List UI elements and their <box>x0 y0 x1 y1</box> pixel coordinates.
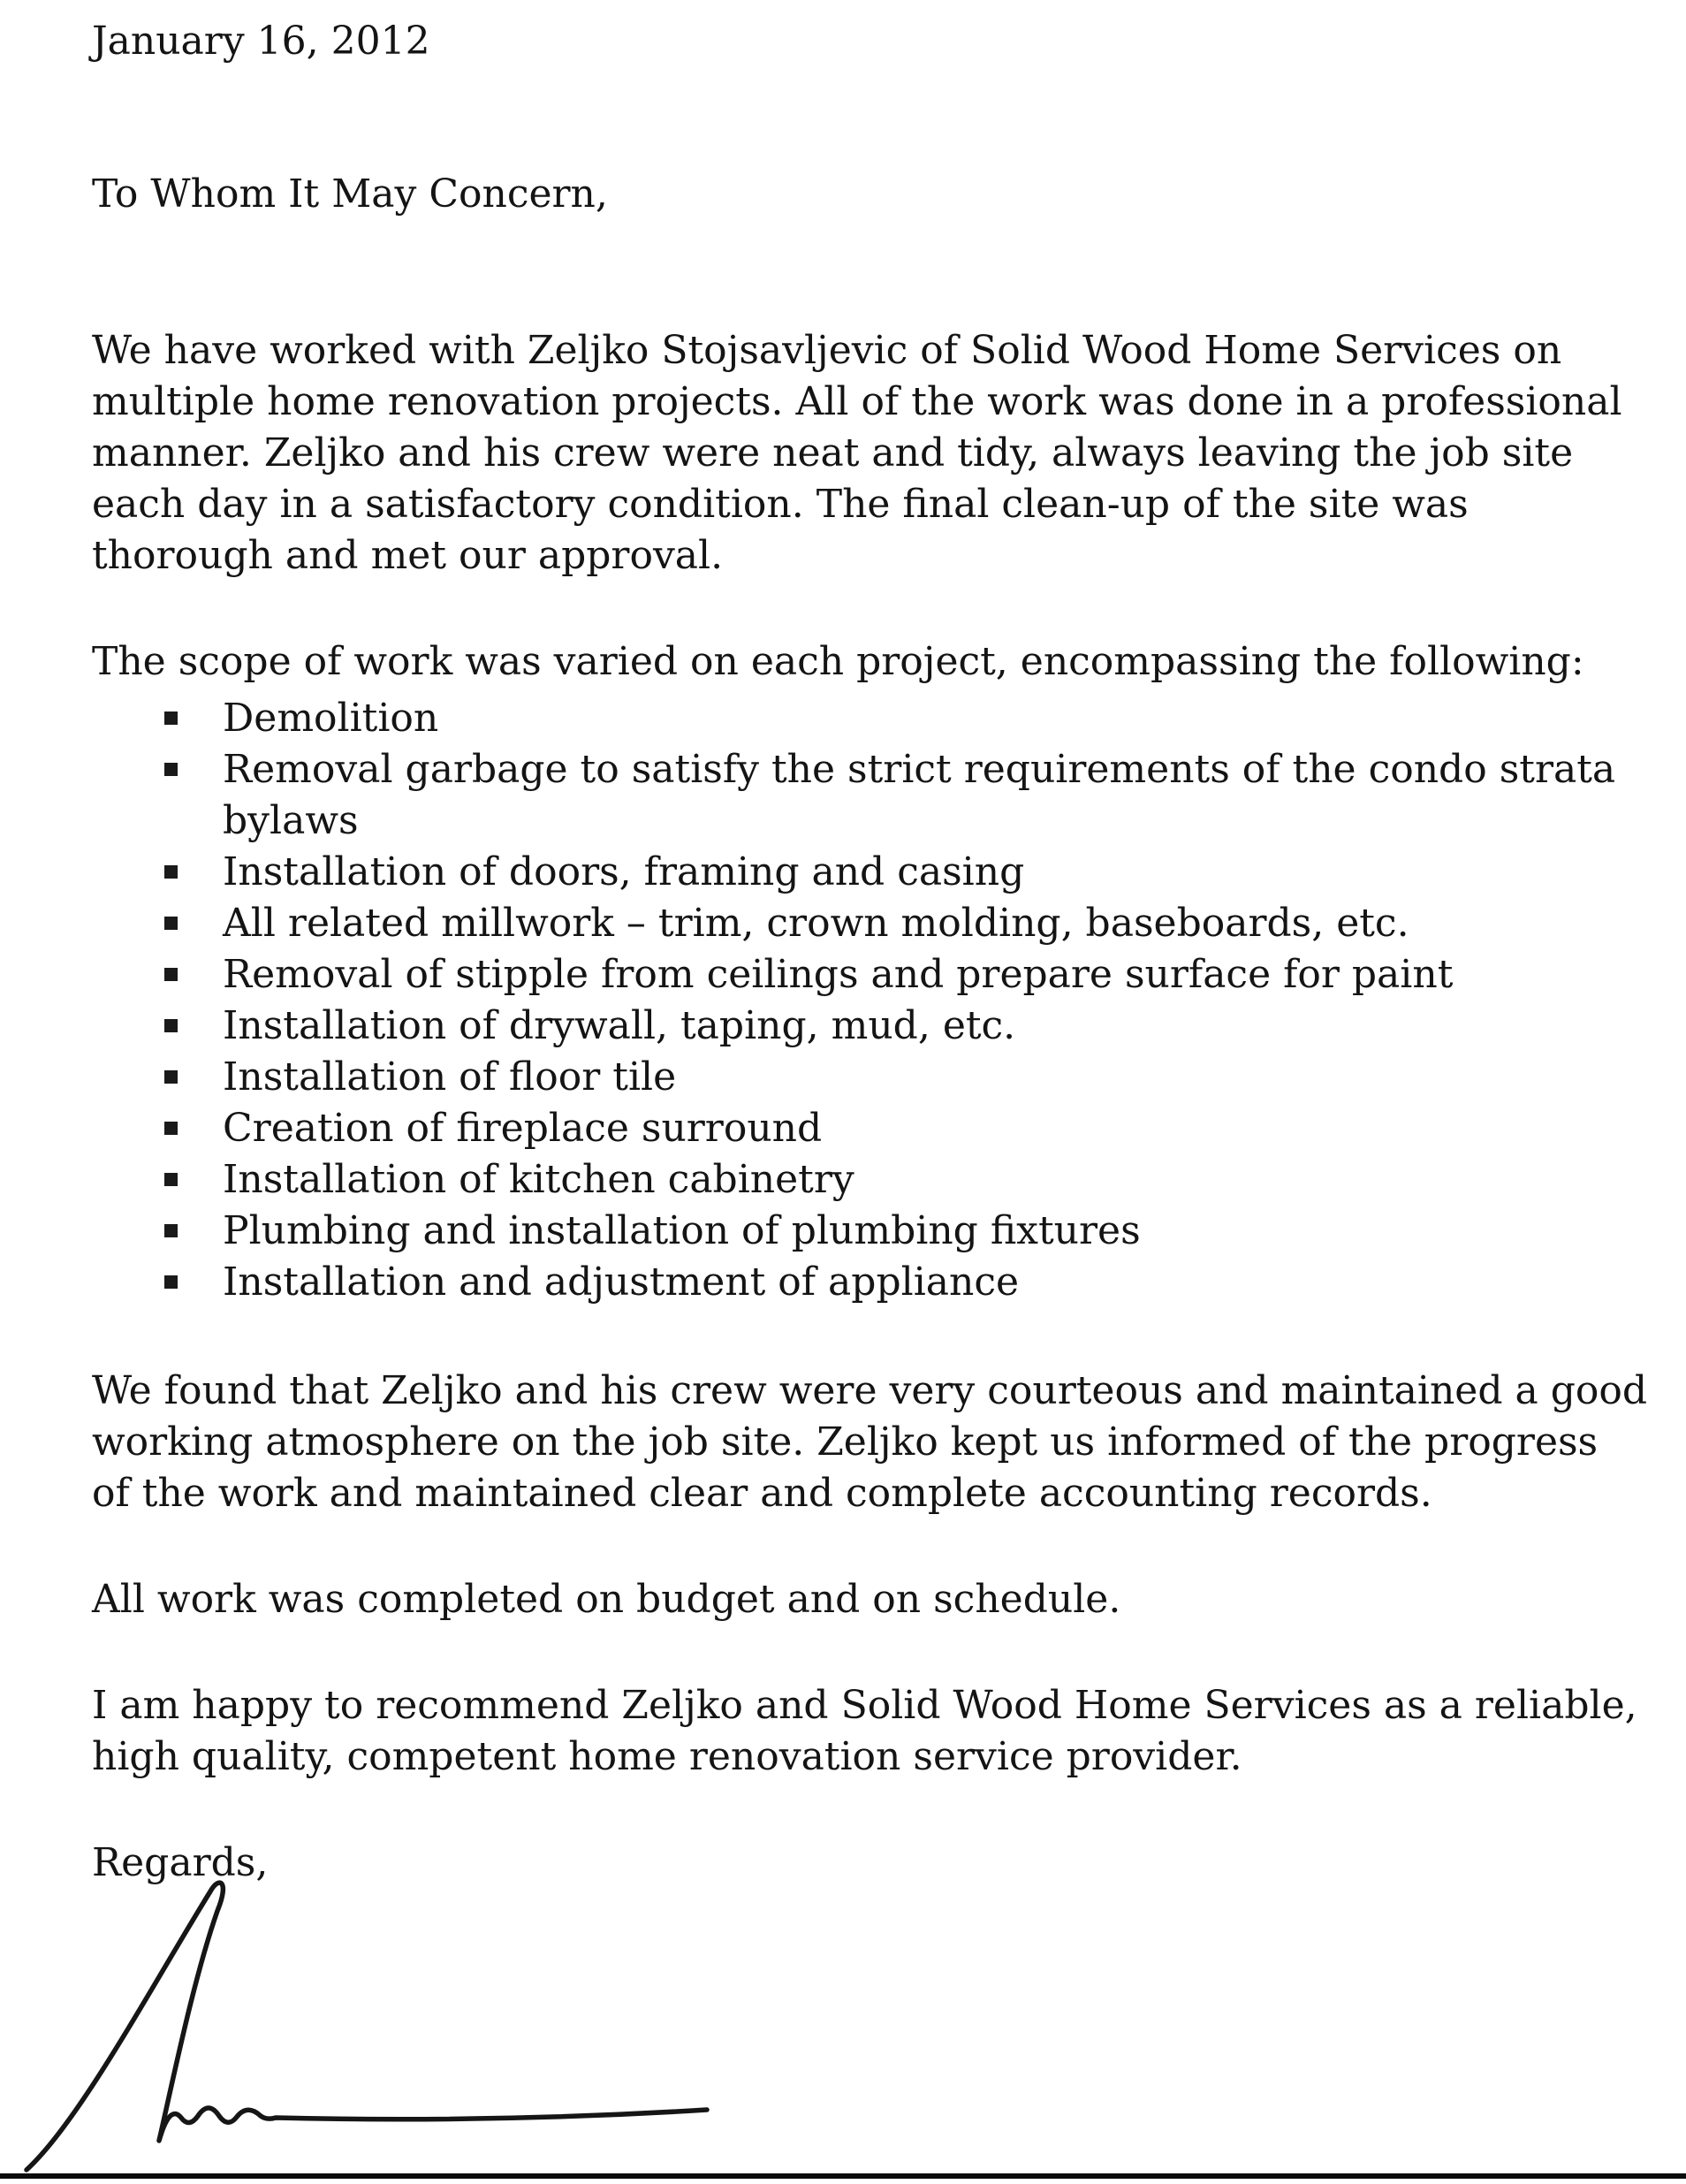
bullet-icon <box>164 1122 178 1135</box>
letter-closing: Regards, <box>92 1840 269 1885</box>
bullet-icon <box>164 712 178 725</box>
list-item-text: Installation of drywall, taping, mud, etc. <box>223 1003 1016 1048</box>
list-item-text: Creation of fireplace surround <box>223 1106 823 1151</box>
scope-of-work-list <box>92 693 1647 1308</box>
list-item <box>92 1206 1647 1257</box>
paragraph-recommend: I am happy to recommend Zeljko and Solid Wood Home Services as a reliable, high quality, competent home renovation service provider. <box>92 1683 1637 1779</box>
paragraph-scope-intro: The scope of work was varied on each project, encompassing the following: <box>92 639 1584 684</box>
paragraph-courteous: We found that Zeljko and his crew were very courteous and maintained a good working atmosphere on the job site. Zeljko kept us informed of the progress of the work and maintained clear and complete accounting records. <box>92 1368 1647 1516</box>
list-item-text: Plumbing and installation of plumbing fixtures <box>223 1208 1141 1253</box>
letter-salutation: To Whom It May Concern, <box>92 171 608 217</box>
letter-date: January 16, 2012 <box>92 19 430 64</box>
bullet-icon <box>164 1070 178 1084</box>
list-item-text: Removal of stipple from ceilings and prepare surface for paint <box>223 952 1454 997</box>
list-item-text: All related millwork – trim, crown molding, baseboards, etc. <box>223 901 1409 946</box>
bullet-icon <box>164 968 178 981</box>
bullet-icon <box>164 1173 178 1186</box>
list-item <box>92 949 1647 1001</box>
list-item <box>92 1052 1647 1103</box>
handwritten-signature <box>0 1856 751 2184</box>
list-item <box>92 1154 1647 1206</box>
list-item-text: Installation of doors, framing and casing <box>223 849 1025 894</box>
list-item-text: Installation of floor tile <box>223 1054 677 1100</box>
list-item-text: Demolition <box>223 696 439 741</box>
bullet-icon <box>164 1019 178 1032</box>
bullet-icon <box>164 763 178 776</box>
bullet-icon <box>164 1275 178 1289</box>
paragraph-budget: All work was completed on budget and on schedule. <box>92 1577 1121 1622</box>
list-item <box>92 693 1647 744</box>
list-item <box>92 1257 1647 1308</box>
list-item <box>92 744 1647 847</box>
scan-edge-line <box>0 2173 1686 2179</box>
list-item-text: Installation and adjustment of appliance <box>223 1259 1020 1305</box>
list-item <box>92 847 1647 898</box>
bullet-icon <box>164 917 178 930</box>
bullet-icon <box>164 865 178 879</box>
list-item <box>92 1103 1647 1154</box>
bullet-icon <box>164 1224 178 1237</box>
list-item <box>92 1001 1647 1052</box>
list-item <box>92 898 1647 949</box>
list-item-text: Installation of kitchen cabinetry <box>223 1157 854 1202</box>
list-item-text: Removal garbage to satisfy the strict requirements of the condo strata bylaws <box>223 747 1616 843</box>
paragraph-intro-work: We have worked with Zeljko Stojsavljevic of Solid Wood Home Services on multiple home renovation projects. All of the work was done in a professional manner. Zeljko and his crew were neat and tidy, always leaving the job site each day in a satisfactory condition. The final clean-up of the site was thorough and met our approval. <box>92 328 1622 578</box>
